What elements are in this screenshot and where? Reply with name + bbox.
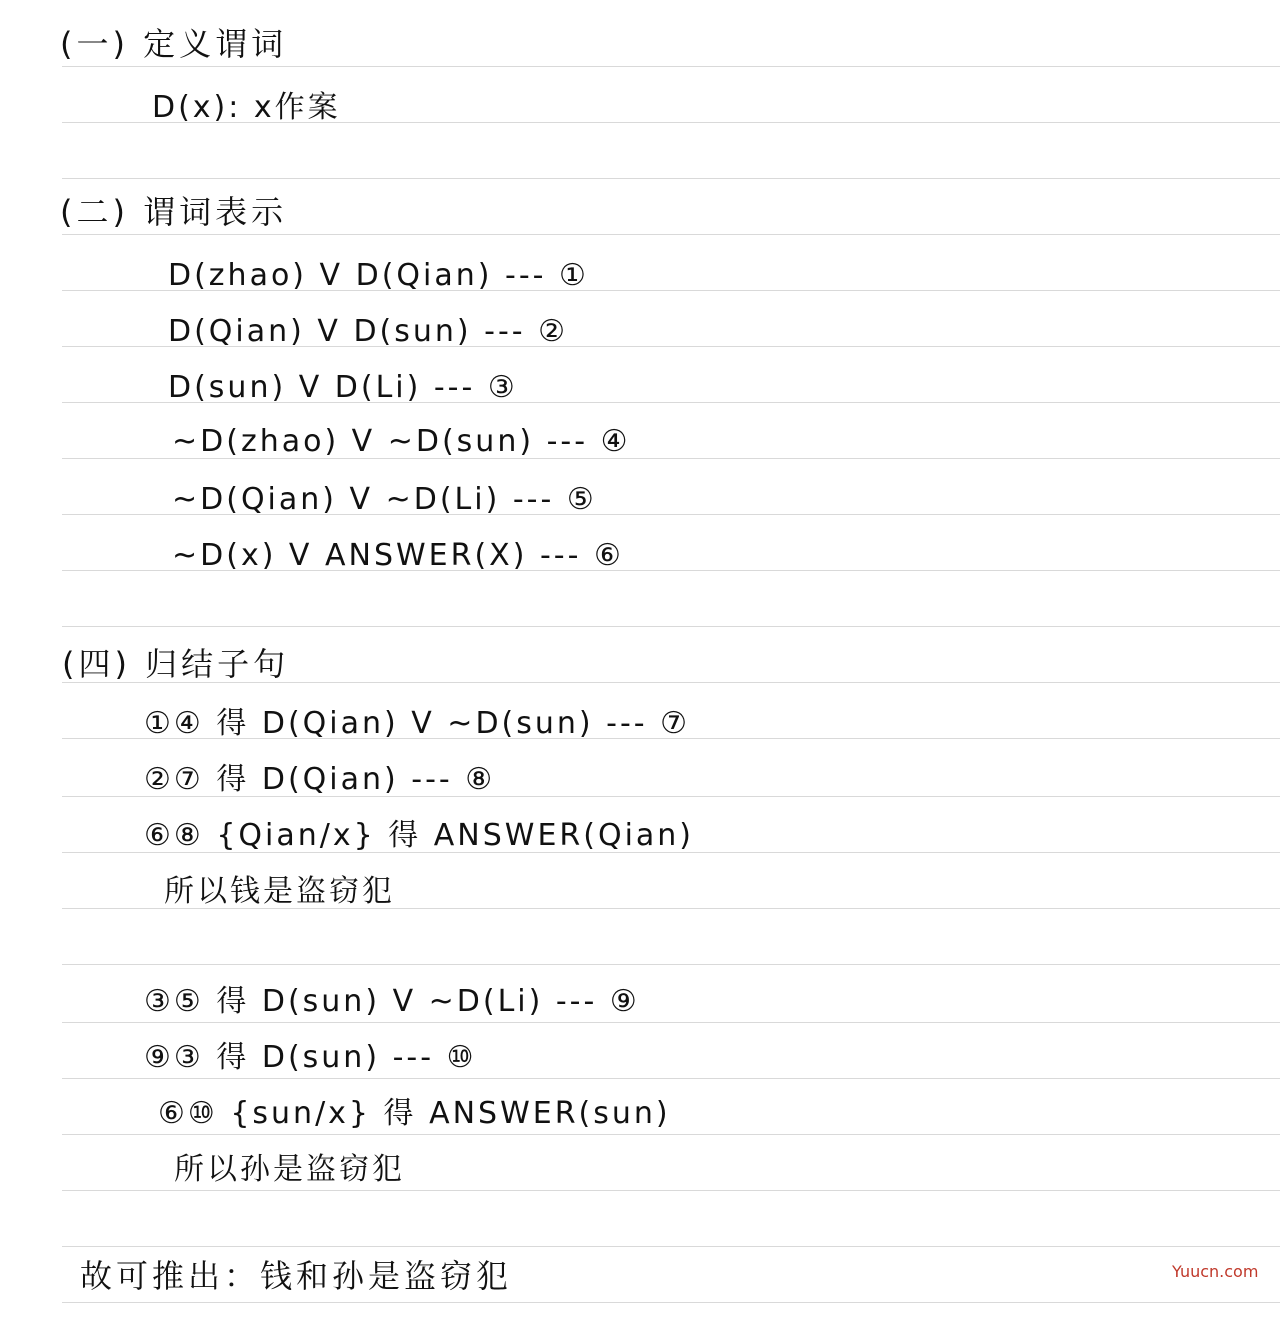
resolution-step: ③⑤ 得 D(sun) V ~D(Li) --- ⑨ <box>144 984 640 1019</box>
ruled-line <box>62 1302 1280 1303</box>
watermark: Yuucn.com <box>1172 1262 1259 1281</box>
ruled-line <box>62 626 1280 627</box>
ruled-line <box>62 1078 1280 1079</box>
ruled-line <box>62 1134 1280 1135</box>
ruled-line <box>62 964 1280 965</box>
conclusion-line: 故可推出：钱和孙是盗窃犯 <box>80 1257 513 1295</box>
section-heading-resolution: (四) 归结子句 <box>62 645 290 683</box>
ruled-line <box>62 66 1280 67</box>
clause-line: ~D(zhao) V ~D(sun) --- ④ <box>172 424 631 459</box>
section-heading-predicates: (二) 谓词表示 <box>60 193 288 231</box>
clause-line: D(zhao) V D(Qian) --- ① <box>168 258 589 293</box>
definition-line: D(x): x作案 <box>152 90 341 125</box>
resolution-step: ①④ 得 D(Qian) V ~D(sun) --- ⑦ <box>144 706 691 741</box>
ruled-line <box>62 1246 1280 1247</box>
ruled-line <box>62 178 1280 179</box>
clause-line: D(Qian) V D(sun) --- ② <box>168 314 569 349</box>
resolution-step: ⑨③ 得 D(sun) --- ⑩ <box>144 1040 477 1075</box>
resolution-result: 所以孙是盗窃犯 <box>174 1152 405 1187</box>
section-heading-definition: (一) 定义谓词 <box>60 25 288 63</box>
resolution-step: ②⑦ 得 D(Qian) --- ⑧ <box>144 762 496 797</box>
resolution-result: 所以钱是盗窃犯 <box>164 874 395 909</box>
ruled-line <box>62 234 1280 235</box>
ruled-line <box>62 1190 1280 1191</box>
ruled-line <box>62 1022 1280 1023</box>
clause-line: ~D(Qian) V ~D(Li) --- ⑤ <box>172 482 597 517</box>
resolution-step: ⑥⑩ {sun/x} 得 ANSWER(sun) <box>158 1096 671 1131</box>
resolution-step: ⑥⑧ {Qian/x} 得 ANSWER(Qian) <box>144 818 695 853</box>
clause-line: ~D(x) V ANSWER(X) --- ⑥ <box>172 538 624 573</box>
clause-line: D(sun) V D(Li) --- ③ <box>168 370 518 405</box>
